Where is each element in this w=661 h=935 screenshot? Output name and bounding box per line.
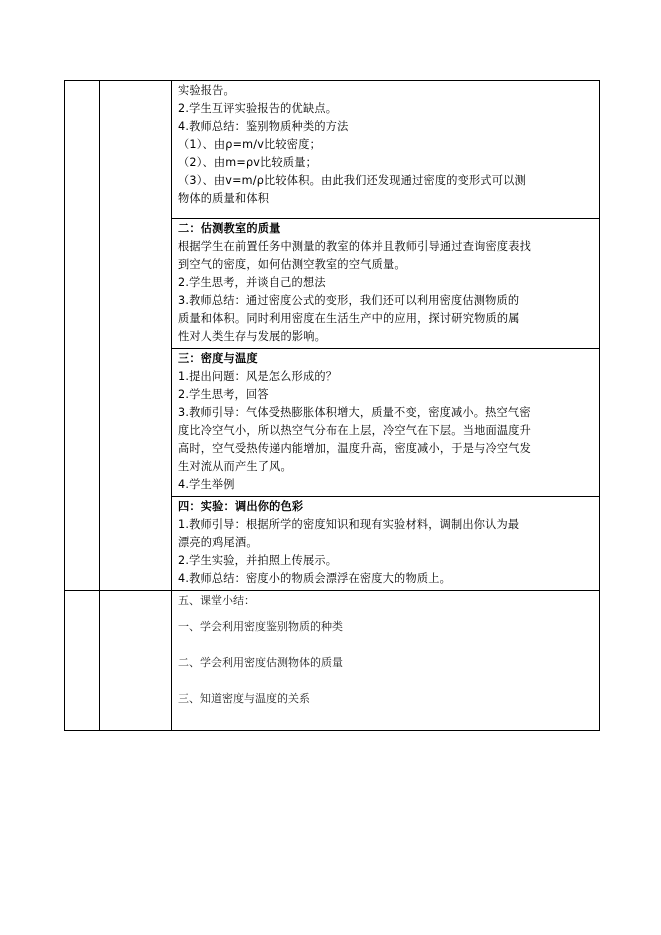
section-b xyxy=(172,219,599,348)
mid-cell-1 xyxy=(100,81,172,591)
section-a-line: （1）、由ρ=m/v比较密度； xyxy=(178,138,321,151)
left-cell-2 xyxy=(65,591,100,731)
section-d-line: 漂亮的鸡尾酒。 xyxy=(178,536,258,549)
lesson-table xyxy=(64,80,600,731)
section-d xyxy=(172,497,599,590)
section-c-title: 三：密度与温度 xyxy=(178,352,258,365)
section-d-line: 2.学生实验，并拍照上传展示。 xyxy=(178,554,338,567)
section-a-line: （3）、由v=m/ρ比较体积。由此我们还发现通过密度的变形式可以测 xyxy=(178,174,526,187)
section-c-line: 生对流从而产生了风。 xyxy=(178,460,292,473)
section-a xyxy=(172,81,599,210)
summary-item: 一、学会利用密度鉴别物质的种类 xyxy=(178,620,343,633)
section-c-line: 高时，空气受热传递内能增加，温度升高，密度减小，于是与冷空气发 xyxy=(178,442,532,455)
section-a-line: （2）、由m=ρv比较质量； xyxy=(178,156,317,169)
section-d-title: 四：实验：调出你的色彩 xyxy=(178,500,304,513)
section-c-cell xyxy=(172,349,600,497)
table-row xyxy=(65,591,600,731)
section-b-line: 性对人类生存与发展的影响。 xyxy=(178,330,327,343)
section-a-line: 物体的质量和体积 xyxy=(178,192,270,205)
section-b-line: 质量和体积。同时利用密度在生活生产中的应用，探讨研究物质的属 xyxy=(178,312,520,325)
section-b-line: 到空气的密度，如何估测空教室的空气质量。 xyxy=(178,258,406,271)
left-cell-1 xyxy=(65,81,100,591)
summary-item: 三、知道密度与温度的关系 xyxy=(178,692,310,705)
section-a-line: 2.学生互评实验报告的优缺点。 xyxy=(178,102,338,115)
section-b-line: 根据学生在前置任务中测量的教室的体并且教师引导通过查询密度表找 xyxy=(178,240,532,253)
section-b-line: 3.教师总结：通过密度公式的变形，我们还可以利用密度估测物质的 xyxy=(178,294,520,307)
section-d-line: 4.教师总结：密度小的物质会漂浮在密度大的物质上。 xyxy=(178,572,451,585)
section-c-line: 1.提出问题：风是怎么形成的？ xyxy=(178,370,338,383)
section-a-line: 实验报告。 xyxy=(178,84,235,97)
section-d-line: 1.教师引导：根据所学的密度知识和现有实验材料，调制出你认为最 xyxy=(178,518,520,531)
section-c-line: 4.学生举例 xyxy=(178,478,235,491)
section-b-line: 2.学生思考，并谈自己的想法 xyxy=(178,276,326,289)
summary-cell xyxy=(172,591,600,731)
section-a-line: 4.教师总结：鉴别物质种类的方法 xyxy=(178,120,349,133)
section-c-line: 3.教师引导：气体受热膨胀体积增大，质量不变，密度减小。热空气密 xyxy=(178,406,531,419)
section-b-title: 二：估测教室的质量 xyxy=(178,222,281,235)
section-c-line: 度比冷空气小，所以热空气分布在上层，冷空气在下层。当地面温度升 xyxy=(178,424,532,437)
mid-cell-2 xyxy=(100,591,172,731)
section-b-cell xyxy=(172,219,600,349)
summary-title: 五、课堂小结： xyxy=(178,594,255,607)
section-d-cell xyxy=(172,497,600,591)
section-c-line: 2.学生思考，回答 xyxy=(178,388,269,401)
table-row xyxy=(65,81,600,219)
summary xyxy=(172,591,599,713)
summary-item: 二、学会利用密度估测物体的质量 xyxy=(178,656,343,669)
section-a-cell xyxy=(172,81,600,219)
section-c xyxy=(172,349,599,496)
